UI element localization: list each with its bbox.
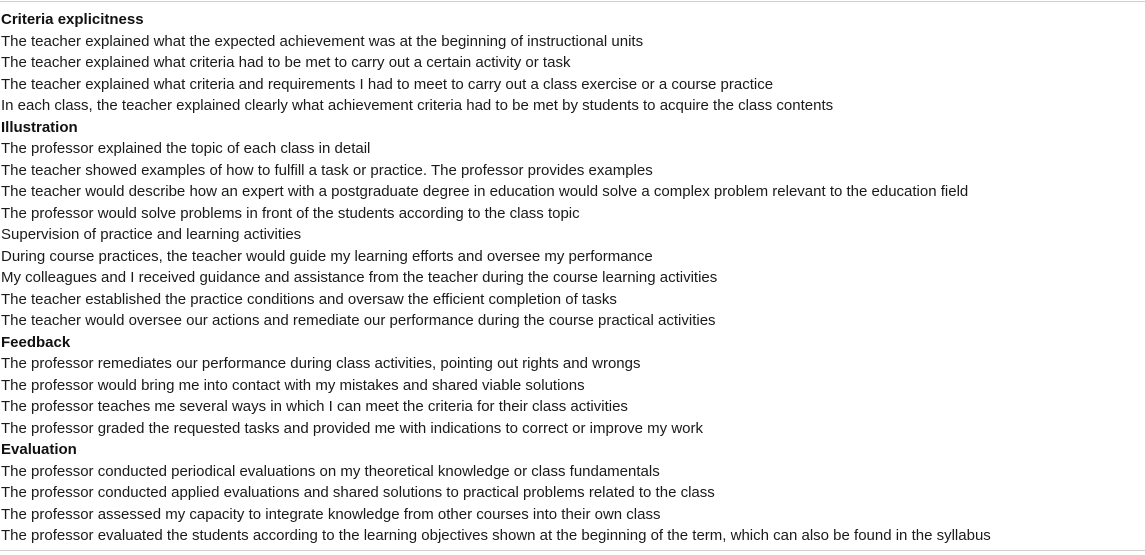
table-row: The teacher explained what the expected achievement was at the beginning of instructional units <box>1 32 644 50</box>
table-row: The teacher established the practice conditions and oversaw the efficient completion of tasks <box>1 290 617 308</box>
table-row: The teacher explained what criteria had to be met to carry out a certain activity or task <box>1 54 571 71</box>
table-row: The teacher would describe how an expert with a postgraduate degree in education would solve a complex problem relevant to the education field <box>1 183 969 200</box>
table-top-rule <box>0 1 1145 2</box>
table-row: The professor conducted periodical evaluations on my theoretical knowledge or class fundamentals <box>1 462 660 480</box>
table-row: The teacher explained what criteria and requirements I had to meet to carry out a class exercise or a course practice <box>1 75 774 93</box>
table-row: During course practices, the teacher would guide my learning efforts and oversee my performance <box>1 247 653 265</box>
table-row: The professor conducted applied evaluations and shared solutions to practical problems related to the class <box>1 484 715 501</box>
table-row: The professor would bring me into contact with my mistakes and shared viable solutions <box>1 376 585 394</box>
table-rows <box>1 9 1145 547</box>
table-row: In each class, the teacher explained clearly what achievement criteria had to be met by students to acquire the class contents <box>1 97 834 114</box>
table-row: The professor teaches me several ways in which I can meet the criteria for their class activities <box>1 398 628 415</box>
section-heading-illustration: Illustration <box>1 118 78 136</box>
table-row: The professor explained the topic of each class in detail <box>1 140 371 157</box>
table-bottom-rule <box>0 550 1145 551</box>
table-row: The professor remediates our performance during class activities, pointing out rights and wrongs <box>1 355 641 372</box>
section-heading-evaluation: Evaluation <box>1 441 77 458</box>
table-row: Supervision of practice and learning activities <box>1 226 302 243</box>
section-heading-feedback: Feedback <box>1 333 71 351</box>
section-heading-criteria-explicitness: Criteria explicitness <box>1 11 144 28</box>
table-row: The professor assessed my capacity to integrate knowledge from other courses into their own class <box>1 505 661 523</box>
table-row: My colleagues and I received guidance and assistance from the teacher during the course learning activities <box>1 269 718 286</box>
table-row: The professor would solve problems in front of the students according to the class topic <box>1 204 580 222</box>
table-row: The professor graded the requested tasks and provided me with indications to correct or improve my work <box>1 419 703 437</box>
table-row: The teacher would oversee our actions and remediate our performance during the course practical activities <box>1 312 716 329</box>
table-row: The professor evaluated the students according to the learning objectives shown at the beginning of the term, which can also be found in the syllabus <box>1 527 991 544</box>
table-row: The teacher showed examples of how to fulfill a task or practice. The professor provides examples <box>1 161 653 179</box>
